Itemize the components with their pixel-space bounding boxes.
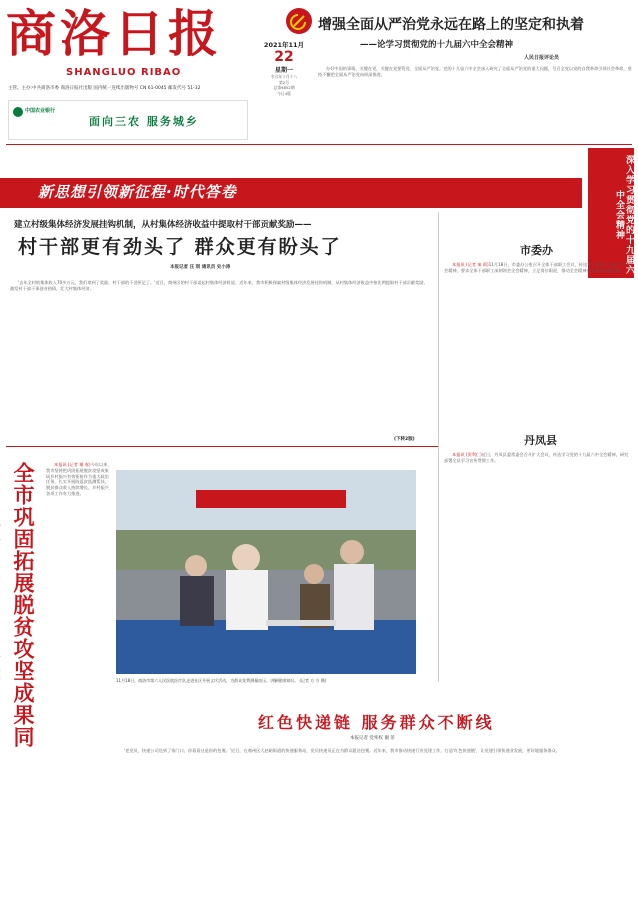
date-lunar: 辛丑年十月十八 xyxy=(270,74,298,79)
main-headline: 村干部更有劲头了 群众更有盼头了 xyxy=(18,236,342,258)
masthead-pinyin: SHANGLUO RIBAO xyxy=(66,67,182,78)
masthead-rule xyxy=(6,144,632,145)
total-number: 总第9852期 xyxy=(273,85,295,90)
photo-side-spacer xyxy=(424,470,438,670)
main-kicker: 建立村级集体经济发展挂钩机制，从村集体经济收益中提取村干部贡献奖励—— xyxy=(14,220,312,230)
section-body-danfeng: 本报讯 (贺利仁)近日，丹凤县委常委会召开扩大会议，传达学习党的十九届六中全会精神，研究部署全县学习宣传贯彻工作。 xyxy=(444,452,629,463)
bottom-byline: 本报记者 党率权 谢 菲 xyxy=(350,736,395,741)
masthead-logo: 商洛日报 xyxy=(6,4,222,63)
section-title-danfeng: 丹凤县 xyxy=(524,434,557,447)
bottom-body: '老党员，快递公司送到了家门口，你看看这是你的包裹。'近日，在商州区大赵峪街道的快递服务站，党员快递员正在为群众派送包裹。近年来，我市推动快递行业党建工作，打造'红色快递链'，让党建引领快递业发展，更好地服务群众。 xyxy=(124,748,560,753)
main-byline: 本报记者 汪 琪 通讯员 史小涛 xyxy=(170,265,231,270)
lead-byline: 人民日报评论员 xyxy=(524,55,560,61)
vertical-body: 本报讯 (记者 谢 春)今年以来，我市坚持把巩固拓展脱贫攻坚成果同乡村振兴有效衔接作为重大政治任务，扎实开展防返贫监测帮扶，脱贫群众收入持续增长，乡村振兴各项工作有力推进。 xyxy=(46,462,112,496)
bottom-headline: 红色快递链 服务群众不断线 xyxy=(258,713,495,732)
lead-body: 办好中国的事情，关键在党，关键在党要管党、全面从严治党。党的十九届六中全会深入研究了全面从严治党的重大问题，号召全党以党的自我革命引领社会革命，坚持不懈把全面从严治党向纵深推进。 xyxy=(318,66,632,77)
bank-advert xyxy=(8,100,248,140)
news-photo xyxy=(116,470,416,674)
main-body: '去年全村的集体收入70多万元，我们拿到了奖励，村干部的干劲更足了。'近日，商州区的村干部谈起村集体经济时说。近年来，我市积极探索村级集体经济发展挂钩机制，从村集体经济收益中按比例提取村干部贡献奖励，激发村干部干事创业热情，壮大村集体经济。 xyxy=(10,280,428,291)
banner-text: 新思想引领新征程·时代答卷 xyxy=(38,183,237,201)
section-rule xyxy=(6,446,438,447)
column-divider xyxy=(438,212,439,682)
clinic-scene-image xyxy=(116,470,416,674)
section-body-city-office: 本报讯 (记者 秦 莉)11月18日，市委办公室召开全体干部职工会议，传达学习党的十九届六中全会精神，要求全体干部职工深刻领会全会精神，立足岗位职责，推动全会精神在市委办落地生根。 xyxy=(444,262,630,273)
issue-number: 第2号 xyxy=(278,79,289,85)
date-year-month: 2021年11月 xyxy=(263,41,305,49)
date-day: 22 xyxy=(274,49,294,65)
column-banner xyxy=(0,178,582,208)
bank-slogan: 面向三农 服务城乡 xyxy=(89,115,199,128)
date-weekday: 星期一 xyxy=(274,67,293,74)
page-count: 今日4版 xyxy=(277,90,291,96)
photo-caption: 11月18日，商洛市第六人民医院医疗队走进社区开展义诊活动，为群众免费测量血压、讲解健康知识。 (记者 方 方 摄) xyxy=(116,678,327,683)
bank-name: 中国农业银行 xyxy=(25,108,56,114)
vertical-headline: 全市巩固拓展脱贫攻坚成果同 xyxy=(11,462,35,748)
section-title-city-office: 市委办 xyxy=(520,244,553,257)
lead-subtitle: ——论学习贯彻党的十九届六中全会精神 xyxy=(360,40,514,50)
main-continued: (下转2版) xyxy=(394,437,415,442)
issue-date-box xyxy=(254,10,314,140)
masthead-publisher-line: 主管、主办:中共商洛市委 商洛日报社出版 国内统一连续出版物号 CN 61-0045 邮发代号 51-32 xyxy=(8,86,201,91)
lead-title: 增强全面从严治党永远在路上的坚定和执着 xyxy=(318,17,584,33)
side-banner: 深入学习贯彻党的十九届六中全会精神 xyxy=(588,148,634,278)
bank-logo-icon xyxy=(13,107,23,117)
